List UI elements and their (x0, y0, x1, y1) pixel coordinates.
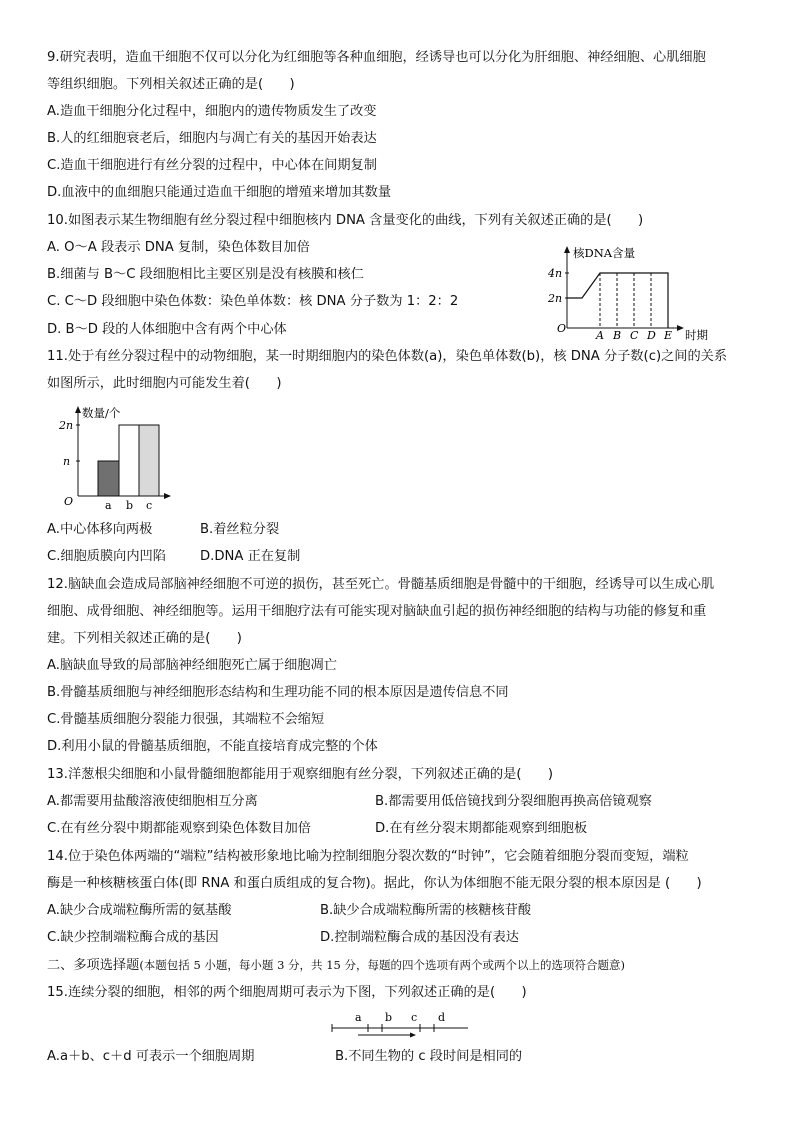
bar-c (139, 425, 159, 496)
q15-option-a: A.a＋b、c＋d 可表示一个细胞周期 (47, 1049, 255, 1064)
x-axis-label: 时期 (685, 328, 708, 342)
cycle-label-c: c (411, 1011, 418, 1024)
q12-option-c: C.骨髓基质细胞分裂能力很强，其端粒不会缩短 (47, 712, 325, 727)
cell-cycle-diagram (328, 1008, 474, 1042)
bar-b (119, 425, 139, 496)
y-axis-label: 核DNA含量 (573, 246, 636, 260)
q11-option-d: D.DNA 正在复制 (200, 549, 301, 564)
cycle-label-b: b (385, 1011, 393, 1024)
x-tick-e: E (664, 329, 673, 342)
q13-option-b: B.都需要用低倍镜找到分裂细胞再换高倍镜观察 (375, 794, 652, 809)
q12-option-b: B.骨髓基质细胞与神经细胞形态结构和生理功能不同的根本原因是遗传信息不同 (47, 685, 509, 700)
q10-stem: 10.如图表示某生物细胞有丝分裂过程中细胞核内 DNA 含量变化的曲线，下列有关叙述正确的是( ) (47, 213, 644, 228)
q12-option-a: A.脑缺血导致的局部脑神经细胞死亡属于细胞凋亡 (47, 658, 337, 673)
origin-label: O (557, 322, 567, 335)
direction-arrow-head (410, 1033, 416, 1038)
bar-origin-label: O (64, 495, 74, 508)
dna-content-chart (540, 240, 720, 345)
q14-stem-line2: 酶是一种核糖核蛋白体(即 RNA 和蛋白质组成的复合物)。据此，你认为体细胞不能无限分裂的根本原因是 ( ) (47, 876, 702, 891)
q13-option-c: C.在有丝分裂中期都能观察到染色体数目加倍 (47, 821, 311, 836)
q13-option-a: A.都需要用盐酸溶液使细胞相互分离 (47, 794, 258, 809)
q13-stem: 13.洋葱根尖细胞和小鼠骨髓细胞都能用于观察细胞有丝分裂，下列叙述正确的是( ) (47, 767, 554, 782)
cycle-label-d: d (438, 1011, 446, 1024)
q9-option-d: D.血液中的血细胞只能通过造血干细胞的增殖来增加其数量 (47, 185, 392, 200)
section2-note: (本题包括 5 小题，每小题 3 分，共 15 分，每题的四个选项有两个或两个以上的选项符合题意) (139, 958, 625, 972)
q14-option-d: D.控制端粒酶合成的基因没有表达 (320, 930, 519, 945)
q11-option-b: B.着丝粒分裂 (200, 522, 280, 537)
q12-option-d: D.利用小鼠的骨髓基质细胞，不能直接培育成完整的个体 (47, 739, 378, 754)
q9-option-a: A.造血干细胞分化过程中，细胞内的遗传物质发生了改变 (47, 104, 377, 119)
y-axis-arrow (564, 246, 570, 253)
q12-stem-line1: 12.脑缺血会造成局部脑神经细胞不可逆的损伤，甚至死亡。骨髓基质细胞是骨髓中的干细胞，经诱导可以生成心肌 (47, 577, 715, 592)
q14-option-c: C.缺少控制端粒酶合成的基因 (47, 930, 219, 945)
q9-stem-line1: 9.研究表明，造血干细胞不仅可以分化为红细胞等各种血细胞，经诱导也可以分化为肝细胞、神经细胞、心肌细胞 (47, 50, 706, 65)
q11-stem-line1: 11.处于有丝分裂过程中的动物细胞，某一时期细胞内的染色体数(a)，染色单体数(b)，核 DNA 分子数(c)之间的关系 (47, 349, 728, 364)
chromosome-bar-chart (55, 402, 175, 514)
cycle-label-a: a (355, 1011, 362, 1024)
q10-option-d: D. B～D 段的人体细胞中含有两个中心体 (47, 322, 287, 337)
y-tick-4n: 4n (548, 267, 563, 280)
q14-option-b: B.缺少合成端粒酶所需的核糖核苷酸 (320, 903, 532, 918)
x-tick-c: C (630, 329, 639, 342)
y-tick-2n: 2n (548, 292, 563, 305)
x-axis-arrow (677, 325, 684, 331)
x-tick-b: B (613, 329, 622, 342)
bar-y-tick-n: n (63, 455, 71, 468)
section2-header (47, 955, 625, 976)
bar-label-c: c (146, 499, 153, 512)
q11-stem-line2: 如图所示，此时细胞内可能发生着( ) (47, 376, 282, 391)
x-tick-d: D (647, 329, 656, 342)
q14-option-a: A.缺少合成端粒酶所需的氨基酸 (47, 903, 232, 918)
q11-option-a: A.中心体移向两极 (47, 522, 153, 537)
q11-option-c: C.细胞质膜向内凹陷 (47, 549, 166, 564)
bar-label-b: b (126, 499, 134, 512)
q9-option-b: B.人的红细胞衰老后，细胞内与凋亡有关的基因开始表达 (47, 131, 377, 146)
bar-x-arrow (164, 493, 171, 499)
q10-option-b: B.细菌与 B～C 段细胞相比主要区别是没有核膜和核仁 (47, 267, 364, 282)
x-tick-a: A (596, 329, 604, 342)
bar-y-label: 数量/个 (82, 406, 121, 420)
q10-option-a: A. O～A 段表示 DNA 复制，染色体数目加倍 (47, 240, 310, 255)
bar-y-arrow (75, 406, 81, 413)
q13-option-d: D.在有丝分裂末期都能观察到细胞板 (375, 821, 588, 836)
q9-stem-line2: 等组织细胞。下列相关叙述正确的是( ) (47, 77, 295, 92)
bar-y-tick-2n: 2n (59, 419, 74, 432)
bar-a (98, 461, 119, 496)
section2-title: 二、多项选择题 (47, 958, 140, 973)
bar-label-a: a (105, 499, 112, 512)
q12-stem-line3: 建。下列相关叙述正确的是( ) (47, 631, 242, 646)
q9-option-c: C.造血干细胞进行有丝分裂的过程中，中心体在间期复制 (47, 158, 377, 173)
q14-stem-line1: 14.位于染色体两端的“端粒”结构被形象地比喻为控制细胞分裂次数的“时钟”，它会随着细胞分裂而变短，端粒 (47, 849, 689, 864)
q15-option-b: B.不同生物的 c 段时间是相同的 (335, 1049, 523, 1064)
q12-stem-line2: 细胞、成骨细胞、神经细胞等。运用干细胞疗法有可能实现对脑缺血引起的损伤神经细胞的结构与功能的修复和重 (47, 604, 707, 619)
q15-stem: 15.连续分裂的细胞，相邻的两个细胞周期可表示为下图，下列叙述正确的是( ) (47, 985, 527, 1000)
q10-option-c: C. C～D 段细胞中染色体数：染色单体数：核 DNA 分子数为 1：2：2 (47, 294, 459, 309)
